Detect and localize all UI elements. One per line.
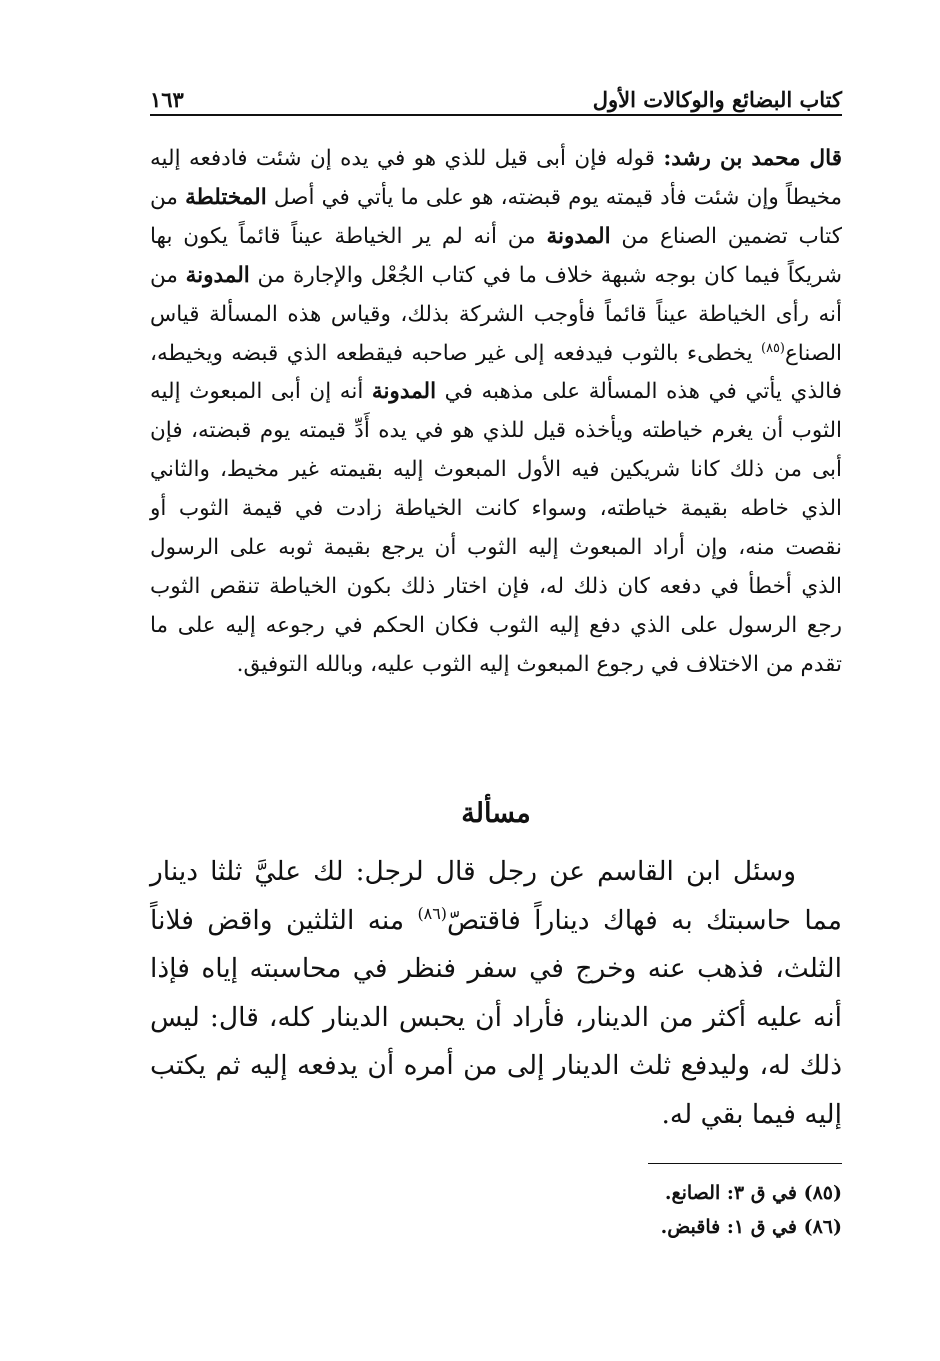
header-title: كتاب البضائع والوكالات الأول — [592, 87, 842, 112]
footnote-ref-85: (٨٥) — [761, 340, 785, 356]
bold-term: المدونة — [371, 379, 437, 405]
header-rule — [150, 114, 842, 116]
footnote-rule — [648, 1163, 842, 1164]
text-run: منه الثلثين واقض فلاناً الثلث، فذهب عنه وخرج في سفر فنظر في محاسبته إياه فإذا أنه عليه أكثر من الدينار، فأراد أن يحبس الدينار كله، قال: ليس ذلك له، وليدفع ثلث الدينار إلى من أمره أن يدفعه إليه ثم يكتب إليه فيما بقي له. — [150, 904, 842, 1130]
running-header — [150, 82, 842, 112]
question-paragraph — [150, 848, 842, 1139]
commentary-paragraph — [150, 140, 842, 685]
section-title: مسألة — [461, 798, 531, 829]
text-run: من كتاب تضمين الصناع من — [150, 184, 843, 249]
text-run: قوله فإن أبى قيل للذي هو في يده إن شئت فادفعه إليه مخيطاً وإن شئت فأد قيمته يوم قبضته، هو على ما يأتي في أصل — [150, 146, 842, 210]
bold-term: المختلطة — [185, 184, 267, 210]
bold-term: المدونة — [185, 262, 250, 288]
bold-term: المدونة — [546, 223, 611, 249]
main-text — [150, 140, 842, 685]
text-run: من أنه لم ير الخياطة عيناً قائماً يكون بها شريكاً فيما كان بوجه شبهة خلاف ما في كتاب الجُعْل والإجارة من — [150, 223, 843, 288]
commentary-lead: قال محمد بن رشد: — [663, 146, 843, 171]
text-run: أنه إن أبى المبعوث إليه الثوب أن يغرم خياطته ويأخذه قيل للذي هو في يده أَدِّ قيمته يوم قبضته، فإن أبى من ذلك كانا شريكين فيه الأول المبعوث إليه بقيمته غير مخيط، والثاني الذي خاطه بقيمة خياطته، وسواء كانت الخياطة زادت في قيمة الثوب أو نقصت منه، وإن أراد المبعوث إليه الثوب أن يرجع بقيمة ثوبه على الرسول الذي أخطأ في دفعه كان ذلك له، فإن اختار ذلك بكون الخياطة تنقص الثوب رجع الرسول على الذي دفع إليه الثوب فكان الحكم في رجوعه إليه على ما تقدم من الاختلاف في رجوع المبعوث إليه الثوب عليه، وبالله التوفيق. — [150, 379, 842, 677]
text-run: وسئل ابن القاسم عن رجل قال لرجل: لك عليَّ ثلثا دينار مما حاسبتك به فهاك ديناراً فاقتصّ — [150, 856, 842, 936]
footnote-ref-86: (٨٦) — [417, 903, 447, 923]
footnote-85: (٨٥) في ق ٣: الصانع. — [664, 1182, 842, 1204]
text-run: من أنه رأى الخياطة عيناً قائماً فأوجب الشركة بذلك، وقياس هذه المسألة قياس الصناع — [150, 262, 842, 366]
text-run: يخطىء بالثوب فيدفعه إلى غير صاحبه فيقطعه الذي قبضه ويخيطه، فالذي يأتي في هذه المسألة على مذهبه في — [150, 340, 843, 405]
footnotes — [150, 1176, 842, 1244]
page-number: ١٦٣ — [150, 87, 184, 112]
footnote-86: (٨٦) في ق ١: فاقبض. — [660, 1216, 842, 1238]
